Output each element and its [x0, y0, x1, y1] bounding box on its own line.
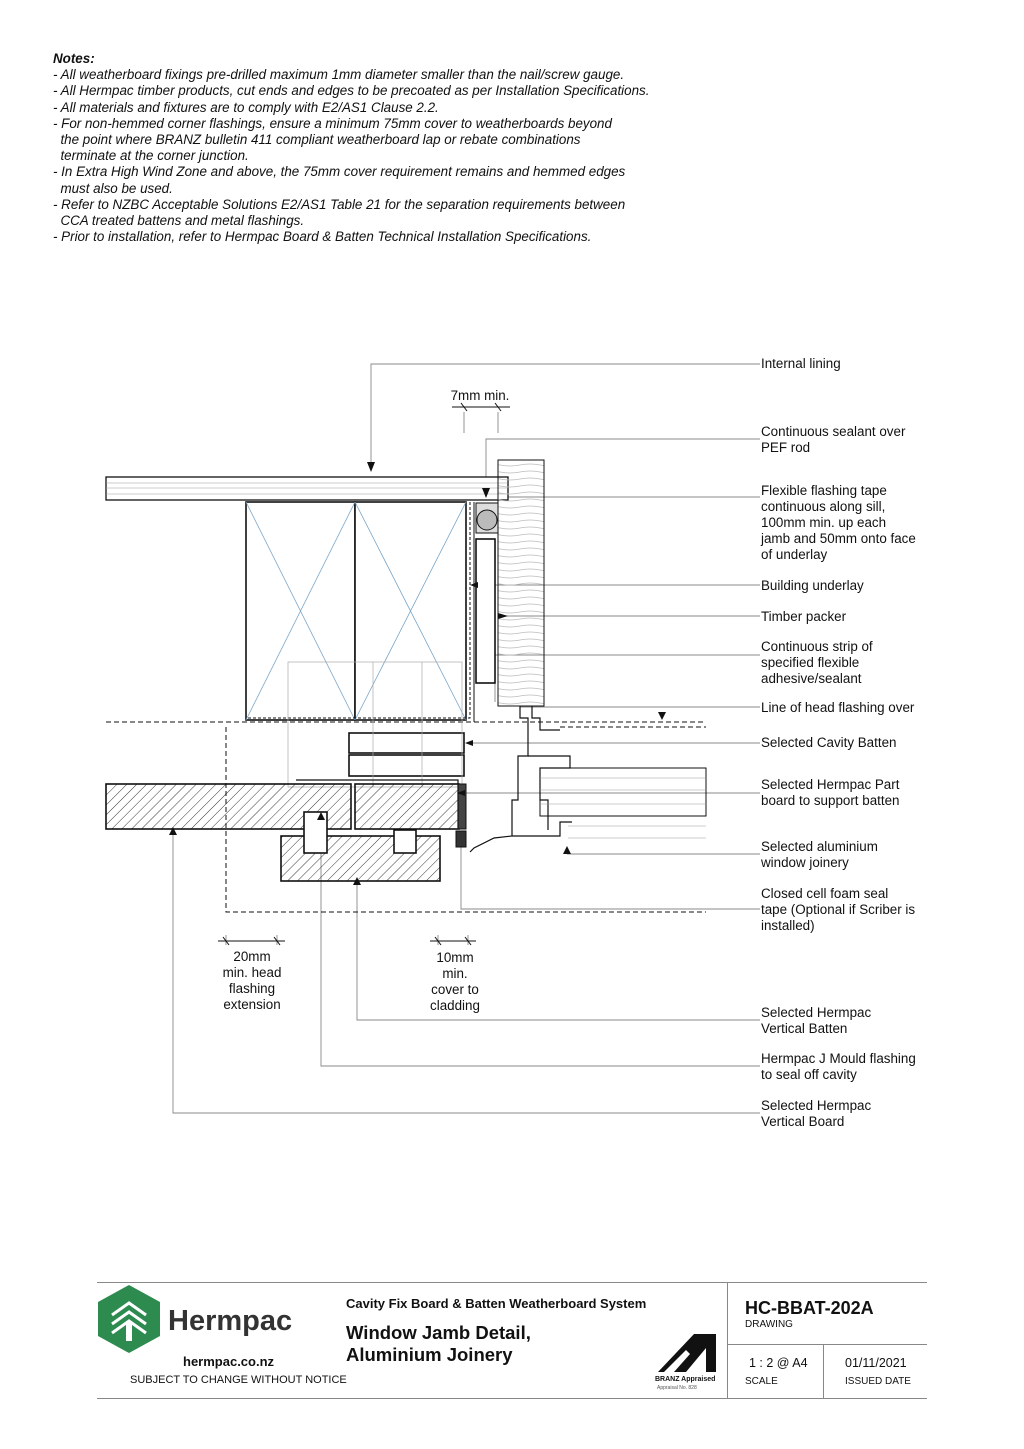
note-line: must also be used. — [53, 180, 173, 196]
dim-cover-label: 10mm min. cover to cladding — [430, 950, 480, 1013]
change-notice: SUBJECT TO CHANGE WITHOUT NOTICE — [130, 1374, 347, 1386]
issued-date-value: 01/11/2021 — [845, 1356, 907, 1370]
aluminium-joinery — [470, 706, 706, 852]
batten-fixing-2 — [394, 830, 416, 853]
branz-number: Appraisal No. 828 — [657, 1385, 697, 1391]
issued-date-label: ISSUED DATE — [845, 1376, 911, 1387]
callout-head-flashing: Line of head flashing over — [761, 700, 915, 715]
callout-flashing-tape: Flexible flashing tape continuous along sill, 100mm min. up each jamb and 50mm onto face of underlay — [761, 483, 916, 562]
callout-cavity-batten: Selected Cavity Batten — [761, 735, 897, 750]
note-line: - In Extra High Wind Zone and above, the 75mm cover requirement remains and hemmed edges — [53, 164, 626, 180]
dim-head-extension-label: 20mm min. head flashing extension — [222, 949, 282, 1012]
cavity-batten-lower — [349, 755, 464, 776]
scale-value: 1 : 2 @ A4 — [749, 1356, 808, 1370]
brand-url[interactable]: hermpac.co.nz — [183, 1354, 275, 1369]
note-line: terminate at the corner junction. — [53, 148, 249, 164]
callout-building-underlay: Building underlay — [761, 578, 864, 593]
hermpac-logo-icon — [98, 1285, 160, 1353]
cavity-batten-upper — [349, 733, 464, 753]
internal-lining — [106, 477, 508, 500]
drawing-label: DRAWING — [745, 1319, 793, 1330]
callout-internal-lining: Internal lining — [761, 356, 841, 371]
branz-appraised-icon — [656, 1330, 718, 1374]
note-line: CCA treated battens and metal flashings. — [53, 213, 305, 229]
brand-name: Hermpac — [168, 1305, 293, 1337]
callout-timber-packer: Timber packer — [761, 609, 847, 624]
note-line: - All weatherboard fixings pre-drilled maximum 1mm diameter smaller than the nail/screw gauge. — [53, 67, 625, 83]
notes-title: Notes: — [53, 51, 95, 66]
note-line: - All materials and fixtures are to comply with E2/AS1 Clause 2.2. — [53, 99, 439, 115]
note-line: - Prior to installation, refer to Hermpac Board & Batten Technical Installation Specifications. — [53, 229, 592, 245]
callout-sealant: Continuous sealant over PEF rod — [761, 424, 906, 455]
foam-seal-tape — [456, 831, 466, 847]
drawing-number: HC-BBAT-202A — [745, 1298, 874, 1318]
note-line: - For non-hemmed corner flashings, ensure a minimum 75mm cover to weatherboards beyond — [53, 115, 612, 131]
note-line: the point where BRANZ bulletin 411 compliant weatherboard lap or rebate combinations — [53, 132, 581, 148]
branz-label: BRANZ Appraised — [655, 1376, 716, 1383]
system-name: Cavity Fix Board & Batten Weatherboard System — [346, 1296, 647, 1311]
part-board — [355, 784, 459, 829]
timber-framing — [246, 502, 466, 720]
timber-packer — [476, 539, 495, 683]
drawing-title: Window Jamb Detail, Aluminium Joinery — [346, 1322, 531, 1365]
callout-joinery: Selected aluminium window joinery — [761, 839, 878, 870]
note-line: - Refer to NZBC Acceptable Solutions E2/AS1 Table 21 for the separation requirements between — [53, 196, 626, 212]
callout-vertical-batten: Selected Hermpac Vertical Batten — [761, 1005, 872, 1036]
callout-j-mould: Hermpac J Mould flashing to seal off cavity — [761, 1051, 916, 1082]
callout-adhesive: Continuous strip of specified flexible adhesive/sealant — [761, 639, 873, 686]
callout-foam-seal: Closed cell foam seal tape (Optional if Scriber is installed) — [761, 886, 916, 933]
scale-label: SCALE — [745, 1376, 778, 1387]
callout-part-board: Selected Hermpac Part board to support batten — [761, 777, 900, 808]
note-line: - All Hermpac timber products, cut ends and edges to be precoated as per Installation Specifications. — [53, 83, 650, 99]
dim-gap-label: 7mm min. — [450, 388, 510, 403]
pef-rod — [477, 510, 497, 530]
window-reveal — [498, 460, 544, 706]
callout-vertical-board: Selected Hermpac Vertical Board — [761, 1098, 872, 1129]
